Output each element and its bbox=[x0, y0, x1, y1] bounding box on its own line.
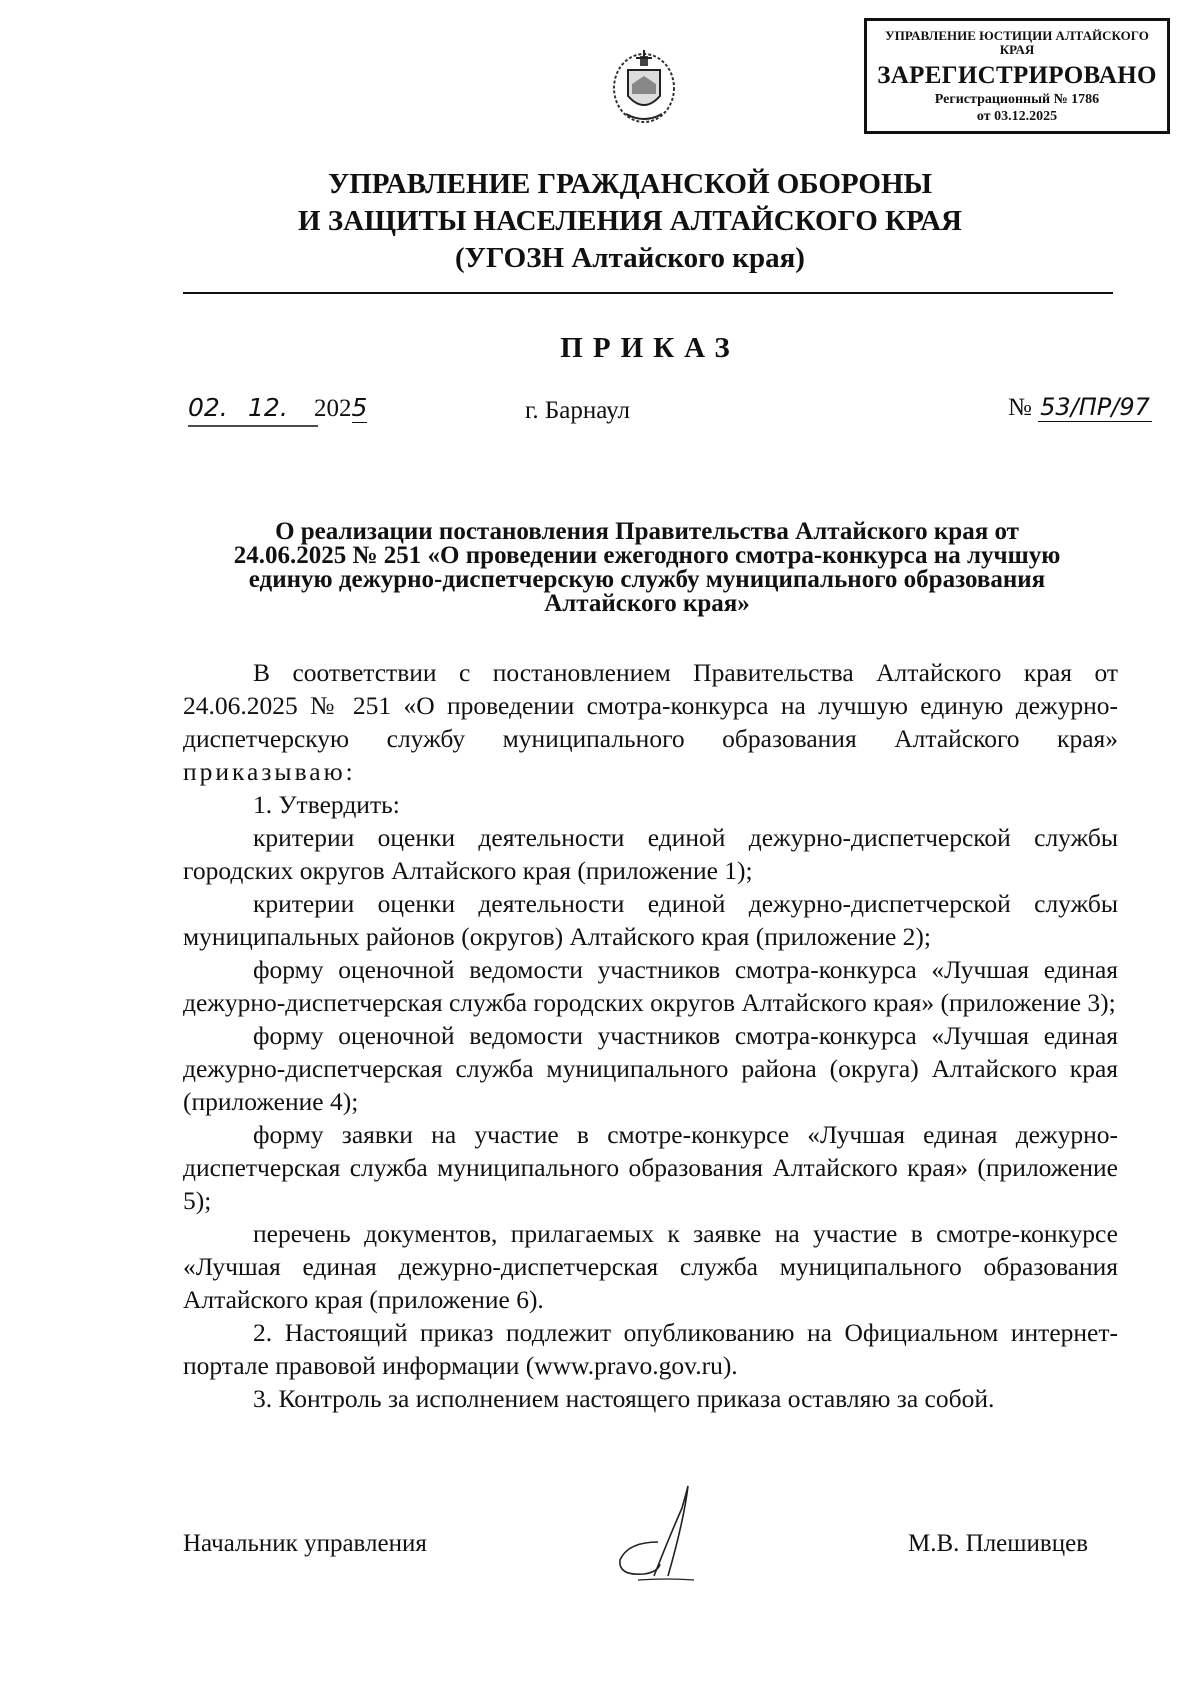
date-year-handwritten: 5 bbox=[351, 393, 368, 422]
stamp-reg-number: Регистрационный № 1786 bbox=[934, 92, 1100, 107]
approve-item-6: перечень документов, прилагаемых к заявке на участие в смотре-конкурсе «Лучшая единая дежурно-диспетчерская служба муниципального образования Алтайского края (приложение 6). bbox=[183, 1219, 1118, 1314]
document-type: ПРИКАЗ bbox=[560, 332, 740, 364]
approve-item-4: форму оценочной ведомости участников смотра-конкурса «Лучшая единая дежурно-диспетчерская служба муниципального района (округа) Алтайского края (приложение 4); bbox=[183, 1021, 1118, 1116]
city: г. Барнаул bbox=[525, 397, 630, 424]
preamble-text: В соответствии с постановлением Правительства Алтайского края от 24.06.2025 № 251 «О проведении смотра-конкурса на лучшую единую дежурно-диспетчерскую службу муниципального образования Алтайского края» bbox=[183, 658, 1118, 753]
date-day: 02. bbox=[188, 393, 228, 422]
date-month: 12. bbox=[248, 393, 288, 422]
header-divider bbox=[183, 292, 1113, 294]
item-1: 1. Утвердить: bbox=[253, 790, 400, 819]
org-short-name: (УГОЗН Алтайского края) bbox=[455, 242, 805, 274]
registration-stamp bbox=[864, 18, 1170, 134]
stamp-status: ЗАРЕГИСТРИРОВАНО bbox=[877, 62, 1157, 89]
document-date bbox=[188, 393, 428, 429]
org-name-line1: УПРАВЛЕНИЕ ГРАЖДАНСКОЙ ОБОРОНЫ bbox=[327, 168, 933, 200]
document-number bbox=[1008, 393, 1168, 422]
date-year-printed: 202 bbox=[314, 395, 352, 422]
signatory-title: Начальник управления bbox=[183, 1530, 427, 1557]
decree-word: приказываю: bbox=[183, 757, 356, 786]
coat-of-arms-icon bbox=[606, 44, 682, 128]
subject-line: единую дежурно-диспетчерскую службу муниципального образования bbox=[248, 566, 1046, 593]
item-3: 3. Контроль за исполнением настоящего приказа оставляю за собой. bbox=[253, 1384, 995, 1413]
approve-item-1: критерии оценки деятельности единой дежурно-диспетчерской службы городских округов Алтайского края (приложение 1); bbox=[183, 823, 1118, 885]
org-name-line2: И ЗАЩИТЫ НАСЕЛЕНИЯ АЛТАЙСКОГО КРАЯ bbox=[298, 205, 962, 237]
approve-item-5: форму заявки на участие в смотре-конкурсе «Лучшая единая дежурно-диспетчерская служба муниципального образования Алтайского края» (приложение 5); bbox=[183, 1120, 1118, 1215]
signatory-name: М.В. Плешивцев bbox=[908, 1530, 1088, 1557]
document-subject bbox=[172, 520, 1122, 616]
document-body bbox=[183, 656, 1118, 1415]
subject-line: 24.06.2025 № 251 «О проведении ежегодного смотра-конкурса на лучшую bbox=[233, 542, 1061, 569]
stamp-authority: УПРАВЛЕНИЕ ЮСТИЦИИ АЛТАЙСКОГО КРАЯ bbox=[885, 28, 1149, 57]
subject-line: О реализации постановления Правительства Алтайского края от bbox=[275, 518, 1019, 545]
approve-item-2: критерии оценки деятельности единой дежурно-диспетчерской службы муниципальных районов (округов) Алтайского края (приложение 2); bbox=[183, 889, 1118, 951]
preamble-paragraph bbox=[183, 656, 1118, 788]
item-2: 2. Настоящий приказ подлежит опубликованию на Официальном интернет-портале правовой информации (www.pravo.gov.ru). bbox=[183, 1318, 1118, 1380]
number-handwritten: 53/ПР/97 bbox=[1040, 393, 1150, 421]
approve-item-3: форму оценочной ведомости участников смотра-конкурса «Лучшая единая дежурно-диспетчерская служба городских округов Алтайского края» (приложение 3); bbox=[183, 955, 1118, 1017]
number-prefix: № bbox=[1008, 394, 1032, 421]
organization-header bbox=[180, 166, 1080, 277]
handwritten-signature bbox=[598, 1480, 738, 1590]
stamp-reg-date: от 03.12.2025 bbox=[976, 109, 1058, 124]
subject-line: Алтайского края» bbox=[544, 590, 750, 617]
